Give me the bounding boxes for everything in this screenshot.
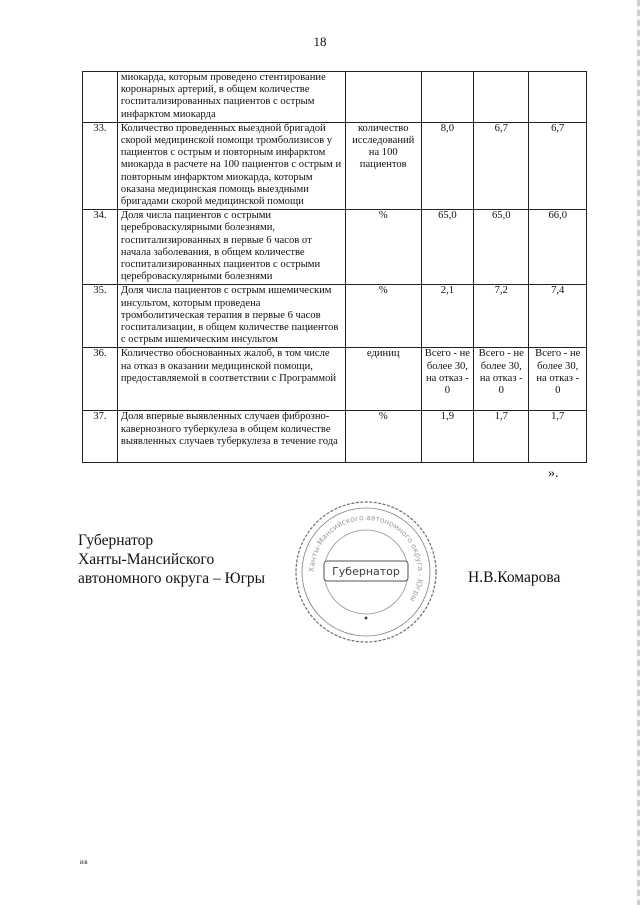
row-number: 33. bbox=[83, 122, 118, 209]
indicator-name: Количество обоснованных жалоб, в том числе на отказ в оказании медицинской помощи, предоставляемой в соответствии с Программой bbox=[117, 348, 345, 411]
value-cell: 1,9 bbox=[421, 411, 473, 463]
unit-cell bbox=[345, 72, 421, 123]
unit-cell: количество исследований на 100 пациентов bbox=[345, 122, 421, 209]
signatory-title-line: Губернатор bbox=[78, 532, 154, 549]
table-row bbox=[83, 285, 587, 348]
row-number: 35. bbox=[83, 285, 118, 348]
value-cell bbox=[421, 72, 473, 123]
value-cell: 1,7 bbox=[529, 411, 587, 463]
official-seal-stamp bbox=[292, 498, 440, 646]
table-row bbox=[83, 210, 587, 285]
indicator-name: Доля числа пациентов с острым ишемическим инсультом, которым проведена тромболитическая терапия в первые 6 часов госпитализации, в общем количестве пациентов с острым ишемическим инсультом bbox=[117, 285, 345, 348]
unit-cell: % bbox=[345, 285, 421, 348]
value-cell: 1,7 bbox=[474, 411, 529, 463]
value-cell: Всего - не более 30, на отказ - 0 bbox=[529, 348, 587, 411]
signer-name: Н.В.Комарова bbox=[468, 569, 561, 586]
table-row bbox=[83, 122, 587, 209]
row-number: 37. bbox=[83, 411, 118, 463]
closing-quote: ». bbox=[548, 466, 559, 481]
value-cell: 66,0 bbox=[529, 210, 587, 285]
unit-cell: % bbox=[345, 411, 421, 463]
signatory-title-line: автономного округа – Югры bbox=[78, 570, 266, 587]
svg-text:Ханты-Мансийского автономного bbox=[307, 513, 425, 603]
indicators-table bbox=[82, 71, 587, 463]
value-cell: Всего - не более 30, на отказ - 0 bbox=[421, 348, 473, 411]
row-number bbox=[83, 72, 118, 123]
unit-cell: единиц bbox=[345, 348, 421, 411]
indicator-name: Количество проведенных выездной бригадой скорой медицинской помощи тромболизисов у пациентов с острым и повторным инфарктом миокарда в расчете на 100 пациентов с острым и повторным инфарктом миокарда, которым оказана медицинская помощь выездными бригадами скорой медицинской помощи bbox=[117, 122, 345, 209]
unit-cell: % bbox=[345, 210, 421, 285]
indicator-name: миокарда, которым проведено стентирование коронарных артерий, в общем количестве госпитализированных пациентов с острым инфарктом миокарда bbox=[117, 72, 345, 123]
signatory-title-line: Ханты-Мансийского bbox=[78, 551, 215, 568]
value-cell: 65,0 bbox=[474, 210, 529, 285]
indicator-name: Доля впервые выявленных случаев фиброзно-кавернозного туберкулеза в общем количестве выявленных случаев туберкулеза в течение года bbox=[117, 411, 345, 463]
value-cell: Всего - не более 30, на отказ - 0 bbox=[474, 348, 529, 411]
table-row bbox=[83, 72, 587, 123]
value-cell: 7,4 bbox=[529, 285, 587, 348]
indicator-name: Доля числа пациентов с острыми цереброваскулярными болезнями, госпитализированных в первые 6 часов от начала заболевания, в общем количестве госпитализированных пациентов с острыми цереброваскулярными болезнями bbox=[117, 210, 345, 285]
row-number: 34. bbox=[83, 210, 118, 285]
value-cell: 6,7 bbox=[474, 122, 529, 209]
value-cell bbox=[529, 72, 587, 123]
value-cell: 2,1 bbox=[421, 285, 473, 348]
seal-center-text: Губернатор bbox=[332, 565, 400, 578]
value-cell bbox=[474, 72, 529, 123]
value-cell: 7,2 bbox=[474, 285, 529, 348]
signatory-title bbox=[78, 531, 265, 588]
table-row bbox=[83, 348, 587, 411]
value-cell: 6,7 bbox=[529, 122, 587, 209]
footer-code: ив bbox=[80, 858, 89, 866]
page-number: 18 bbox=[313, 34, 327, 49]
table-row bbox=[83, 411, 587, 463]
row-number: 36. bbox=[83, 348, 118, 411]
seal-ring-text: Ханты-Мансийского автономного округа - Югры bbox=[306, 512, 426, 604]
value-cell: 8,0 bbox=[421, 122, 473, 209]
value-cell: 65,0 bbox=[421, 210, 473, 285]
